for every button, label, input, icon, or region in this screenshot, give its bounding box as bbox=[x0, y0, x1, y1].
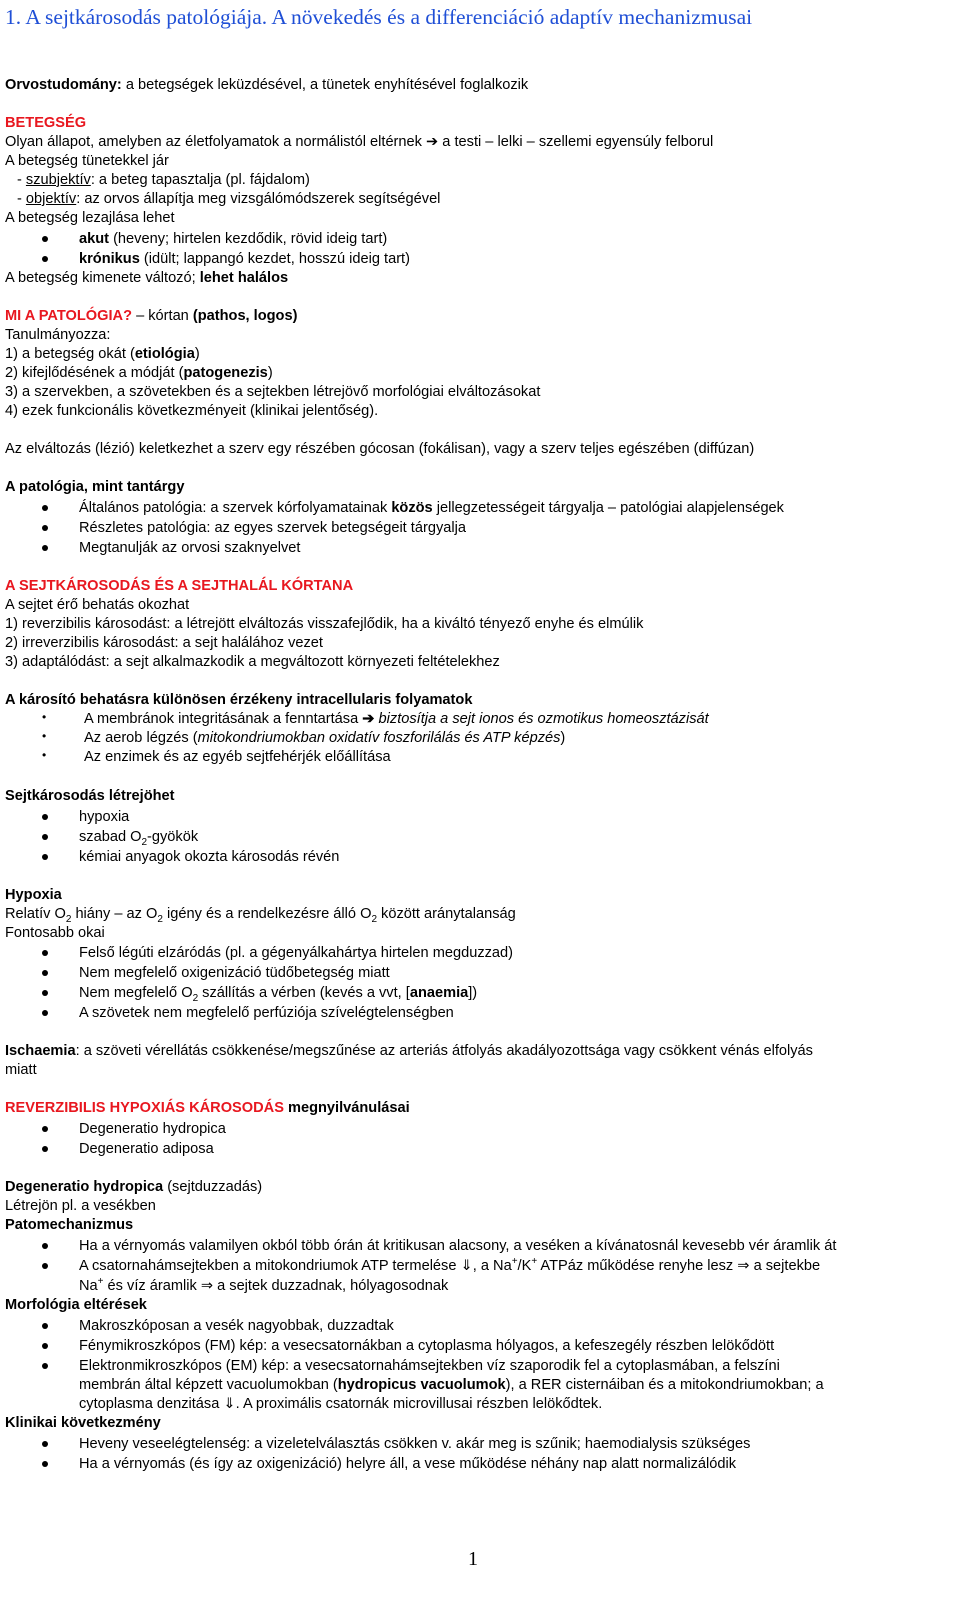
betegseg-definition bbox=[5, 133, 713, 151]
karosito-heading: A károsító behatásra különösen érzékeny intracellularis folyamatok bbox=[5, 692, 473, 708]
implies-arrow-icon: ⇒ bbox=[200, 1278, 214, 1294]
item-text: hiány – az O bbox=[71, 906, 158, 922]
szubjektiv-term: szubjektív bbox=[25, 172, 91, 188]
bullet-icon bbox=[42, 1461, 48, 1467]
small-bullet-icon: • bbox=[42, 710, 47, 724]
subscript: 2 bbox=[157, 913, 163, 925]
akut-term: akut bbox=[79, 231, 110, 247]
ischaemia-line-2: miatt bbox=[5, 1062, 37, 1078]
degeneratio-heading-line bbox=[5, 1178, 262, 1196]
patologia-item-3: 3) a szervekben, a szövetekben és a sejtekben létrejövő morfológiai elváltozásokat bbox=[5, 384, 541, 400]
small-bullet-icon: • bbox=[42, 729, 47, 743]
right-arrow-icon: ➔ bbox=[362, 711, 375, 727]
objektiv-term: objektív bbox=[25, 191, 77, 207]
kimenet-text: A betegség kimenete változó; bbox=[5, 270, 200, 286]
item-text: a sejtekbe bbox=[749, 1258, 821, 1274]
patologia-item-1 bbox=[5, 345, 200, 363]
item-text: cytoplasma denzitása bbox=[79, 1396, 224, 1412]
letrejohet-item-1: hypoxia bbox=[79, 809, 130, 825]
item-text: ), a RER cisternáiban és a mitokondriumokban; a bbox=[505, 1377, 824, 1393]
item-text: ]) bbox=[468, 985, 478, 1001]
patomech-item-2-cont bbox=[79, 1277, 448, 1295]
item-text: szabad O bbox=[79, 829, 142, 845]
tanulmanyozza-line: Tanulmányozza: bbox=[5, 327, 111, 343]
definition-text-b: a testi – lelki – szellemi egyensúly felborul bbox=[438, 134, 714, 150]
bullet-icon bbox=[42, 990, 48, 996]
betegseg-heading: BETEGSÉG bbox=[5, 115, 87, 131]
elvaltozas-line: Az elváltozás (lézió) keletkezhet a szerv egy részében gócosan (fokálisan), vagy a szerv teljes egészében (diffúzan) bbox=[5, 441, 755, 457]
bullet-icon bbox=[42, 834, 48, 840]
tantargy-item-3: Megtanulják az orvosi szaknyelvet bbox=[79, 540, 301, 556]
akut-text: (heveny; hirtelen kezdődik, rövid ideig tart) bbox=[109, 231, 388, 247]
lezajlas-line: A betegség lezajlása lehet bbox=[5, 210, 175, 226]
item-text: . A proximális csatornák microvillusai részben lelökődtek. bbox=[235, 1396, 603, 1412]
item-text: membrán által képzett vacuolumokban ( bbox=[79, 1377, 338, 1393]
hypoxia-line-2: Fontosabb okai bbox=[5, 925, 105, 941]
item-text: A membránok integritásának a fenntartása bbox=[84, 711, 363, 727]
item-text: 2) kifejlődésének a módját ( bbox=[5, 365, 184, 381]
morfologia-heading: Morfológia eltérések bbox=[5, 1297, 147, 1313]
hypoxia-item-3 bbox=[79, 984, 477, 1002]
letrejohet-item-2 bbox=[79, 828, 198, 846]
hypoxia-heading: Hypoxia bbox=[5, 887, 62, 903]
orvostudomany-text: a betegségek leküzdésével, a tünetek enyhítésével foglalkozik bbox=[121, 77, 529, 93]
patologia-heading-line bbox=[5, 307, 297, 325]
sejtkarosodas-line-0: A sejtet érő behatás okozhat bbox=[5, 597, 190, 613]
bullet-icon bbox=[42, 236, 48, 242]
patologia-heading: MI A PATOLÓGIA? bbox=[5, 308, 133, 324]
tantargy-item-2: Részletes patológia: az egyes szervek betegségeit tárgyalja bbox=[79, 520, 466, 536]
tantargy-heading: A patológia, mint tantárgy bbox=[5, 479, 185, 495]
item-text: Nem megfelelő O bbox=[79, 985, 193, 1001]
bullet-icon bbox=[42, 1323, 48, 1329]
anaemia-term: anaemia bbox=[409, 985, 469, 1001]
sejtkarosodas-line-1: 1) reverzibilis károsodást: a létrejött elváltozás visszafejlődik, ha a kiváltó tényező enyhe és elmúlik bbox=[5, 616, 644, 632]
morfologia-item-2: Fénymikroszkópos (FM) kép: a vesecsatornákban a cytoplasma hólyagos, a kefeszegély részben lelökődött bbox=[79, 1338, 775, 1354]
tunetek-line: A betegség tünetekkel jár bbox=[5, 153, 169, 169]
subscript: 2 bbox=[371, 913, 377, 925]
bullet-icon bbox=[42, 1010, 48, 1016]
reverzibilis-heading-rest: megnyilvánulásai bbox=[283, 1100, 410, 1116]
reverzibilis-item-2: Degeneratio adiposa bbox=[79, 1141, 214, 1157]
sejtkarosodas-heading: A SEJTKÁROSODÁS ÉS A SEJTHALÁL KÓRTANA bbox=[5, 578, 354, 594]
degeneratio-line-1: Létrejön pl. a vesékben bbox=[5, 1198, 156, 1214]
subscript: 2 bbox=[141, 836, 148, 848]
sejtkarosodas-line-3: 3) adaptálódást: a sejt alkalmazkodik a megváltozott környezeti feltételekhez bbox=[5, 654, 500, 670]
klinikai-heading: Klinikai következmény bbox=[5, 1415, 161, 1431]
objektiv-text: : az orvos állapítja meg vizsgálómódszerek segítségével bbox=[76, 191, 441, 207]
klinikai-item-2: Ha a vérnyomás (és így az oxigenizáció) helyre áll, a vese működése néhány nap alatt normalizálódik bbox=[79, 1456, 737, 1472]
degeneratio-heading: Degeneratio hydropica bbox=[5, 1179, 164, 1195]
hypoxia-item-1: Felső légúti elzáródás (pl. a gégenyálkahártya hirtelen megduzzad) bbox=[79, 945, 514, 961]
item-text: /K bbox=[517, 1258, 532, 1274]
item-text: A csatornahámsejtekben a mitokondriumok ATP termelése bbox=[79, 1258, 461, 1274]
item-text: -gyökök bbox=[147, 829, 199, 845]
item-text: Általános patológia: a szervek kórfolyamatainak bbox=[79, 500, 392, 516]
tantargy-item-1 bbox=[79, 499, 784, 517]
patogenezis-term: patogenezis bbox=[183, 365, 268, 381]
letrejohet-heading: Sejtkárosodás létrejöhet bbox=[5, 788, 175, 804]
morfologia-item-3-cont bbox=[79, 1376, 824, 1394]
item-text: ) bbox=[560, 730, 566, 746]
item-text: ) bbox=[194, 346, 200, 362]
patologia-item-4: 4) ezek funkcionális következményeit (klinikai jelentőség). bbox=[5, 403, 379, 419]
bullet-icon bbox=[42, 814, 48, 820]
hypoxia-line-1 bbox=[5, 905, 516, 923]
superscript: + bbox=[531, 1256, 538, 1268]
subscript: 2 bbox=[65, 913, 72, 925]
subscript: 2 bbox=[192, 992, 199, 1004]
reverzibilis-heading-line bbox=[5, 1099, 410, 1117]
item-text: Az aerob légzés ( bbox=[84, 730, 198, 746]
etiologia-term: etiológia bbox=[134, 346, 195, 362]
item-text: , a Na bbox=[472, 1258, 512, 1274]
item-text: szállítás a vérben (kevés a vvt, [ bbox=[198, 985, 410, 1001]
patologia-kortan: – kórtan bbox=[132, 308, 193, 324]
item-text: ) bbox=[267, 365, 273, 381]
bullet-icon bbox=[42, 256, 48, 262]
morfologia-item-3: Elektronmikroszkópos (EM) kép: a vesecsatornahámsejtekben víz szaporodik fel a cytoplasmában, a felszíni bbox=[79, 1358, 780, 1374]
karosito-item-1 bbox=[84, 710, 709, 728]
reverzibilis-item-1: Degeneratio hydropica bbox=[79, 1121, 226, 1137]
sejtkarosodas-line-2: 2) irreverzibilis károsodást: a sejt halálához vezet bbox=[5, 635, 323, 651]
bullet-icon bbox=[42, 970, 48, 976]
bullet-icon bbox=[42, 1343, 48, 1349]
bullet-icon bbox=[42, 1146, 48, 1152]
orvostudomany-line bbox=[5, 76, 528, 94]
hypoxia-item-2: Nem megfelelő oxigenizáció tüdőbetegség miatt bbox=[79, 965, 390, 981]
down-arrow-icon: ⇓ bbox=[223, 1396, 236, 1412]
item-text: a sejtek duzzadnak, hólyagosodnak bbox=[213, 1278, 449, 1294]
list-item-akut bbox=[79, 230, 387, 248]
patologia-pathos: (pathos, logos) bbox=[192, 308, 298, 324]
ischaemia-term: Ischaemia bbox=[5, 1043, 76, 1059]
item-text-italic: mitokondriumokban oxidatív foszforilálás és ATP képzés bbox=[197, 730, 561, 746]
bullet-icon bbox=[42, 525, 48, 531]
bullet-icon bbox=[42, 545, 48, 551]
bullet-icon bbox=[42, 1363, 48, 1369]
kimenet-line bbox=[5, 269, 288, 287]
bullet-icon bbox=[42, 1243, 48, 1249]
hydropicus-term: hydropicus vacuolumok bbox=[337, 1377, 506, 1393]
objektiv-line bbox=[17, 190, 440, 208]
patomech-item-2 bbox=[79, 1257, 820, 1275]
superscript: + bbox=[511, 1256, 518, 1268]
bullet-icon bbox=[42, 1126, 48, 1132]
ischaemia-text: : a szöveti vérellátás csökkenése/megszűnése az arteriás átfolyás akadályozottsága vagy csökkent vénás elfolyás bbox=[75, 1043, 813, 1059]
orvostudomany-label: Orvostudomány: bbox=[5, 77, 122, 93]
bullet-icon bbox=[42, 1263, 48, 1269]
document-title: 1. A sejtkárosodás patológiája. A növekedés és a differenciáció adaptív mechanizmusai bbox=[5, 5, 753, 29]
letrejohet-item-3: kémiai anyagok okozta károsodás révén bbox=[79, 849, 340, 865]
bullet-icon bbox=[42, 950, 48, 956]
bullet-icon bbox=[42, 854, 48, 860]
item-text: Na bbox=[79, 1278, 98, 1294]
list-item-kronikus bbox=[79, 250, 410, 268]
hypoxia-item-4: A szövetek nem megfelelő perfúziója szívelégtelenségben bbox=[79, 1005, 454, 1021]
definition-text-a: Olyan állapot, amelyben az életfolyamatok a normálistól eltérnek bbox=[5, 134, 427, 150]
item-text: 1) a betegség okát ( bbox=[5, 346, 135, 362]
szubjektiv-line bbox=[17, 171, 310, 189]
degeneratio-heading-rest: (sejtduzzadás) bbox=[163, 1179, 263, 1195]
item-text-italic: biztosítja a sejt ionos és ozmotikus homeosztázisát bbox=[374, 711, 709, 727]
karosito-item-2 bbox=[84, 729, 565, 747]
dash: - bbox=[17, 172, 26, 188]
kimenet-bold: lehet halálos bbox=[199, 270, 289, 286]
ischaemia-line-1 bbox=[5, 1042, 813, 1060]
reverzibilis-heading: REVERZIBILIS HYPOXIÁS KÁROSODÁS bbox=[5, 1100, 284, 1116]
item-text: igény és a rendelkezésre álló O bbox=[162, 906, 372, 922]
morfologia-item-3-cont2 bbox=[79, 1395, 602, 1413]
bullet-icon bbox=[42, 1441, 48, 1447]
superscript: + bbox=[97, 1276, 104, 1288]
right-arrow-icon: ➔ bbox=[426, 134, 439, 150]
klinikai-item-1: Heveny veseelégtelenség: a vizeletelválasztás csökken v. akár meg is szűnik; haemodialysis szükséges bbox=[79, 1436, 751, 1452]
item-text: és víz áramlik bbox=[103, 1278, 201, 1294]
item-text: között aránytalanság bbox=[377, 906, 516, 922]
kozos-term: közös bbox=[391, 500, 433, 516]
item-text: jellegzetességeit tárgyalja – patológiai alapjelenségek bbox=[432, 500, 784, 516]
szubjektiv-text: : a beteg tapasztalja (pl. fájdalom) bbox=[90, 172, 310, 188]
bullet-icon bbox=[42, 505, 48, 511]
item-text: ATPáz működése renyhe lesz bbox=[537, 1258, 738, 1274]
implies-arrow-icon: ⇒ bbox=[737, 1258, 750, 1274]
small-bullet-icon: • bbox=[42, 748, 47, 762]
down-arrow-icon: ⇓ bbox=[460, 1258, 473, 1274]
patomechanizmus-heading: Patomechanizmus bbox=[5, 1217, 134, 1233]
patologia-item-2 bbox=[5, 364, 273, 382]
karosito-item-3: Az enzimek és az egyéb sejtfehérjék előállítása bbox=[84, 749, 391, 765]
item-text: Relatív O bbox=[5, 906, 66, 922]
page-number: 1 bbox=[468, 1548, 478, 1570]
morfologia-item-1: Makroszkóposan a vesék nagyobbak, duzzadtak bbox=[79, 1318, 394, 1334]
patomech-item-1: Ha a vérnyomás valamilyen okból több órán át kritikusan alacsony, a veséken a kívánatosnál kevesebb vér áramlik át bbox=[79, 1238, 837, 1254]
kronikus-text: (idült; lappangó kezdet, hosszú ideig tart) bbox=[139, 251, 410, 267]
kronikus-term: krónikus bbox=[79, 251, 140, 267]
dash: - bbox=[17, 191, 26, 207]
